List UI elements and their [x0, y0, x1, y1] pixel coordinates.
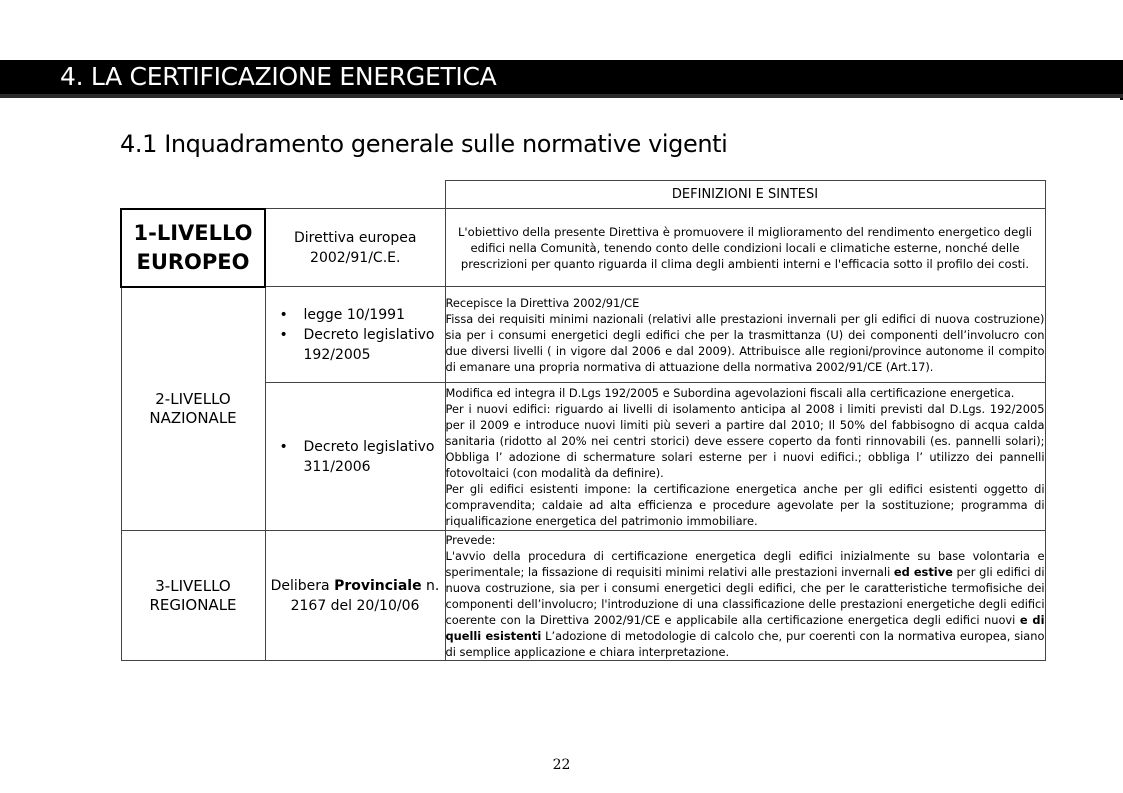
list-item: • Decreto legislativo 192/2005	[280, 325, 445, 365]
header-blank-cell	[121, 181, 445, 209]
description-nazionale-1	[445, 287, 1045, 383]
page-number: 22	[552, 757, 571, 773]
instrument-list-nazionale-1	[266, 305, 445, 365]
instrument-regionale: Delibera Provinciale n. 2167 del 20/10/06	[265, 531, 445, 661]
table-row-regionale	[121, 531, 1045, 661]
table-row-europeo	[121, 209, 1045, 287]
description-nazionale-2	[445, 383, 1045, 531]
chapter-title: 4. LA CERTIFICAZIONE ENERGETICA	[60, 62, 497, 91]
chapter-header-shadow	[0, 94, 1123, 98]
instrument-nazionale-1	[265, 287, 445, 383]
list-item: • legge 10/1991	[280, 305, 445, 325]
table-row-nazionale-1	[121, 287, 1045, 383]
level-regionale: 3-LIVELLO REGIONALE	[121, 531, 265, 661]
description-line: Per i nuovi edifici: riguardo ai livelli di isolamento anticipa al 2008 i limiti previsti dal D.Lgs. 192/2005 per il 2009 e introduce nuovi limiti più severi a partire dal 2010; Il 50% del fabbisogno di acqua calda sanitaria (ridotto al 20% nei centri storici) deve essere coperto da fonti rinnovabili (es. pannelli solari); Obbliga l’ adozione di schermature solari esterne per i nuovi edifici.; obbliga l’ utilizzo dei pannelli fotovoltaici (con modalità da definire).	[445, 401, 1045, 480]
table-header-row	[121, 181, 1045, 209]
instrument-nazionale-2	[265, 383, 445, 531]
instrument-europeo: Direttiva europea 2002/91/C.E.	[265, 209, 445, 287]
description-line: Recepisce la Direttiva 2002/91/CE	[445, 295, 640, 310]
description-europeo: L'obiettivo della presente Direttiva è promuovere il miglioramento del rendimento energetico degli edifici nella Comunità, tenendo conto delle condizioni locali e climatiche esterne, nonché delle prescrizioni per quanto riguarda il clima degli ambienti interni e l'efficacia sotto il profilo dei costi.	[445, 209, 1045, 287]
regulations-table	[120, 180, 1046, 661]
description-regionale	[445, 531, 1045, 661]
description-line: Per gli edifici esistenti impone: la certificazione energetica anche per gli edifici esistenti oggetto di compravendita; caldaie ad alta efficienza e procedure agevolate per la sostituzione; programma di riqualificazione energetica del patrimonio immobiliare.	[445, 481, 1045, 528]
instrument-list-nazionale-2	[266, 437, 445, 477]
description-line: Modifica ed integra il D.Lgs 192/2005 e Subordina agevolazioni fiscali alla certificazione energetica.	[445, 385, 1015, 400]
description-line: L'avvio della procedura di certificazione energetica degli edifici inizialmente su base volontaria e sperimentale; la fissazione di requisiti minimi relativi alle prestazioni invernali ed estive per gli edifici di nuova costruzione, sia per i consumi energetici degli edifici, che per le caratteristiche termofisiche dei componenti dell’involucro; l'introduzione di una classificazione delle prestazioni energetiche degli edifici coerente con la Direttiva 2002/91/CE e applicabile alla certificazione energetica degli edifici nuovi e di quelli esistenti L’adozione di metodologie di calcolo che, pur coerenti con la normativa europea, siano di semplice applicazione e chiara interpretazione.	[445, 548, 1045, 659]
section-title: 4.1 Inquadramento generale sulle normative vigenti	[120, 130, 728, 158]
level-europeo: 1-LIVELLO EUROPEO	[121, 209, 265, 287]
description-line: Prevede:	[445, 532, 496, 547]
instrument-regionale-bold: Provinciale	[334, 577, 422, 594]
description-line: Fissa dei requisiti minimi nazionali (relativi alle prestazioni invernali per gli edifici di nuova costruzione) sia per i consumi energetici degli edifici che per la trasmittanza (U) dei componenti dell’involucro con due diversi livelli ( in vigore dal 2006 e dal 2009). Attribuisce alle regioni/province autonome il compito di emanare una propria normativa di attuazione della normativa 2002/91/CE (Art.17).	[445, 311, 1045, 374]
list-item: • Decreto legislativo 311/2006	[280, 437, 445, 477]
column-header-definitions: DEFINIZIONI E SINTESI	[445, 181, 1045, 209]
level-nazionale: 2-LIVELLO NAZIONALE	[121, 287, 265, 531]
